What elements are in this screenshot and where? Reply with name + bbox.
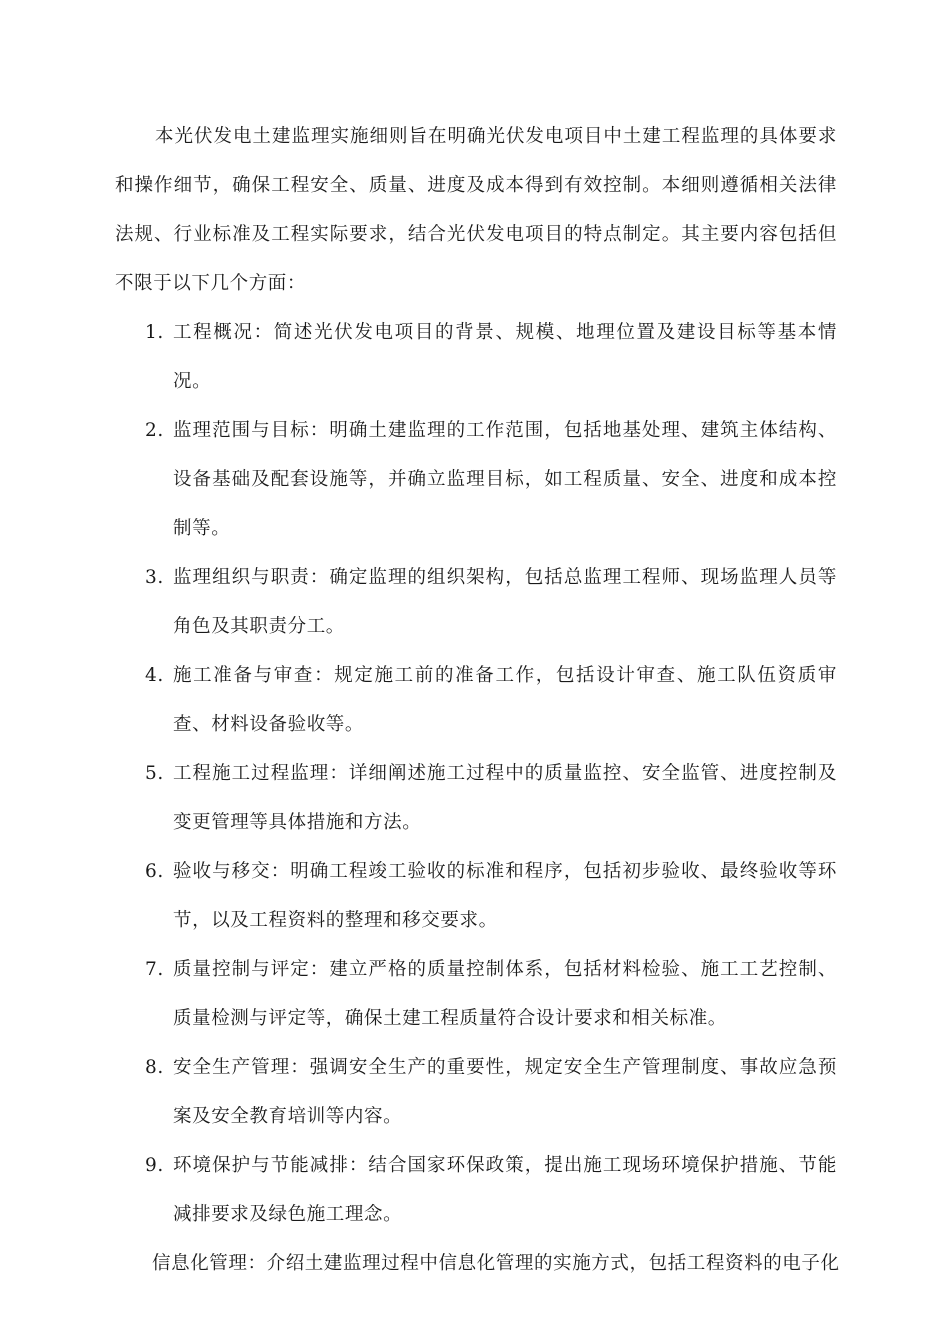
list-item-text: 监理组织与职责：确定监理的组织架构，包括总监理工程师、现场监理人员等角色及其职责分工。 xyxy=(173,567,837,637)
list-item xyxy=(115,1043,837,1141)
list-item xyxy=(115,749,837,847)
list-item-text: 监理范围与目标：明确土建监理的工作范围，包括地基处理、建筑主体结构、设备基础及配套设施等，并确立监理目标，如工程质量、安全、进度和成本控制等。 xyxy=(173,420,837,539)
list-item xyxy=(115,308,837,406)
list-item xyxy=(115,553,837,651)
list-item-number: 4. xyxy=(145,665,164,686)
list-item-number: 1. xyxy=(145,322,164,343)
content-list xyxy=(115,308,837,1239)
list-item xyxy=(115,847,837,945)
list-item-text: 质量控制与评定：建立严格的质量控制体系，包括材料检验、施工工艺控制、质量检测与评定等，确保土建工程质量符合设计要求和相关标准。 xyxy=(173,959,837,1029)
list-item-text: 验收与移交：明确工程竣工验收的标准和程序，包括初步验收、最终验收等环节，以及工程资料的整理和移交要求。 xyxy=(173,861,837,931)
list-item-number: 7. xyxy=(145,959,164,980)
trailing-paragraph: 信息化管理：介绍土建监理过程中信息化管理的实施方式，包括工程资料的电子化 xyxy=(152,1253,840,1274)
list-item-text: 施工准备与审查：规定施工前的准备工作，包括设计审查、施工队伍资质审查、材料设备验收等。 xyxy=(173,665,837,735)
list-item xyxy=(115,651,837,749)
list-item-text: 工程施工过程监理：详细阐述施工过程中的质量监控、安全监管、进度控制及变更管理等具体措施和方法。 xyxy=(173,763,837,833)
list-item-text: 环境保护与节能减排：结合国家环保政策，提出施工现场环境保护措施、节能减排要求及绿色施工理念。 xyxy=(173,1155,837,1225)
list-item xyxy=(115,945,837,1043)
document-body xyxy=(115,112,840,1288)
list-item xyxy=(115,406,837,553)
list-item-number: 5. xyxy=(145,763,164,784)
list-item-number: 9. xyxy=(145,1155,164,1176)
list-item-number: 2. xyxy=(145,420,164,441)
list-item-text: 工程概况：简述光伏发电项目的背景、规模、地理位置及建设目标等基本情况。 xyxy=(173,322,837,392)
intro-paragraph: 本光伏发电土建监理实施细则旨在明确光伏发电项目中土建工程监理的具体要求和操作细节，确保工程安全、质量、进度及成本得到有效控制。本细则遵循相关法律法规、行业标准及工程实际要求，结合光伏发电项目的特点制定。其主要内容包括但不限于以下几个方面： xyxy=(115,126,837,294)
list-item xyxy=(115,1141,837,1239)
list-item-number: 8. xyxy=(145,1057,164,1078)
list-item-text: 安全生产管理：强调安全生产的重要性，规定安全生产管理制度、事故应急预案及安全教育培训等内容。 xyxy=(173,1057,837,1127)
list-item-number: 6. xyxy=(145,861,164,882)
list-item-number: 3. xyxy=(145,567,164,588)
